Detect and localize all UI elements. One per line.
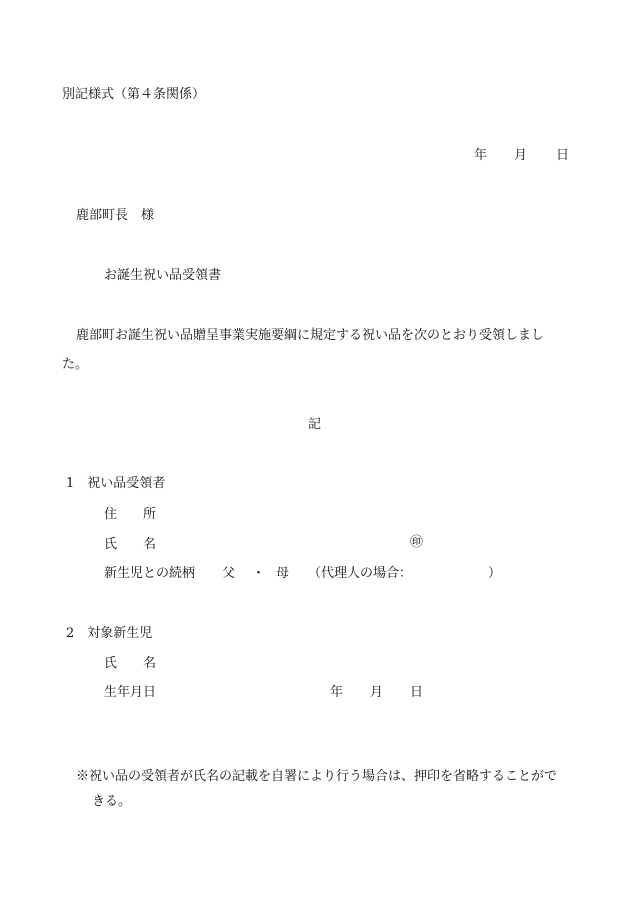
section1-heading: 1 祝い品受領者 xyxy=(66,476,166,491)
dob-month-label: 月 xyxy=(370,685,384,700)
newborn-name-label: 氏 名 xyxy=(104,656,157,671)
proxy-note-close: ） xyxy=(488,566,502,581)
document-title: お誕生祝い品受領書 xyxy=(104,268,222,283)
seal-mark: ㊞ xyxy=(410,535,424,550)
body-text-line2: た。 xyxy=(62,357,89,372)
addressee: 鹿部町長 様 xyxy=(76,208,155,223)
relation-mother: 母 xyxy=(276,566,290,581)
dob-year-label: 年 xyxy=(330,685,344,700)
footnote-line2: きる。 xyxy=(92,794,132,809)
footnote-line1: ※祝い品の受領者が氏名の記載を自署により行う場合は、押印を省略することがで xyxy=(76,769,558,784)
proxy-note-open: （代理人の場合： xyxy=(308,566,413,581)
form-label: 別記様式（第４条関係） xyxy=(62,87,206,102)
relation-father: 父 xyxy=(222,566,236,581)
recipient-name-label: 氏 名 xyxy=(104,537,157,552)
recipient-address-label: 住 所 xyxy=(104,507,157,522)
ki-heading: 記 xyxy=(308,417,322,432)
relation-separator: ・ xyxy=(252,566,266,581)
date-month-label: 月 xyxy=(514,148,528,163)
date-year-label: 年 xyxy=(474,148,488,163)
relation-label: 新生児との続柄 xyxy=(104,566,196,581)
date-day-label: 日 xyxy=(556,148,570,163)
newborn-dob-label: 生年月日 xyxy=(104,685,157,700)
section2-heading: 2 対象新生児 xyxy=(66,626,153,641)
body-text-line1: 鹿部町お誕生祝い品贈呈事業実施要綱に規定する祝い品を次のとおり受領しまし xyxy=(76,328,545,343)
dob-day-label: 日 xyxy=(410,685,424,700)
